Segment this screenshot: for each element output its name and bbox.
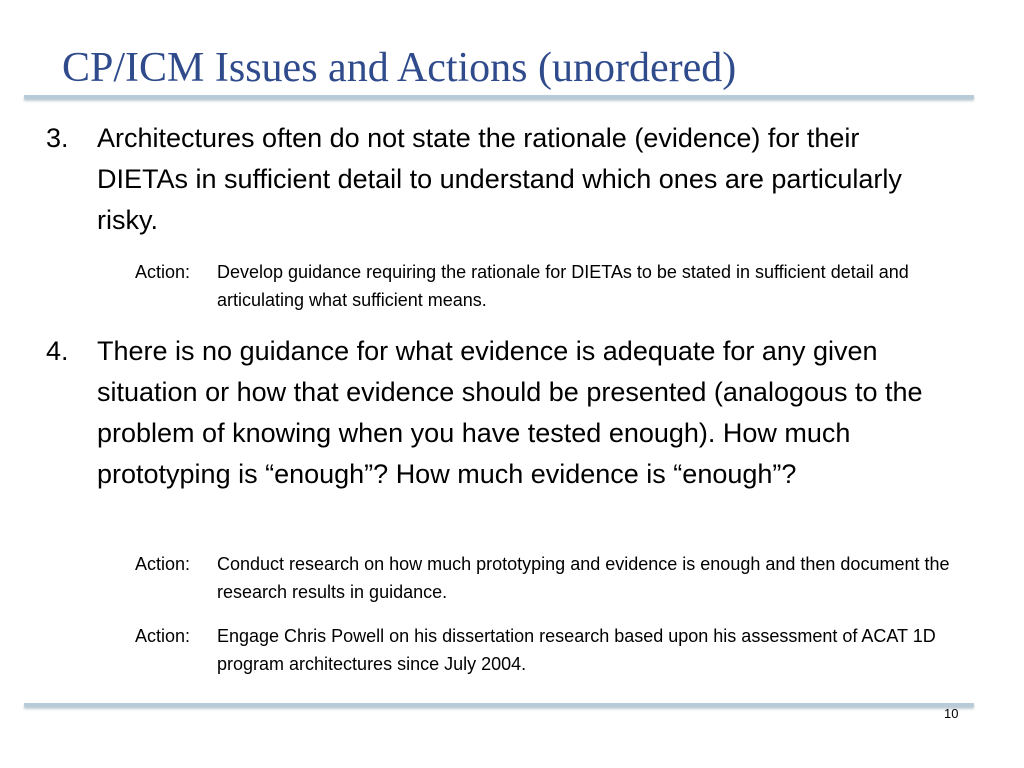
footer-divider — [24, 703, 974, 707]
action-label: Action: — [135, 554, 191, 574]
item-number: 3. — [46, 123, 69, 153]
item-number: 4. — [46, 336, 69, 366]
action-text: Engage Chris Powell on his dissertation research based upon his assessment of ACAT 1D program architectures since July 2004. — [217, 626, 936, 674]
title-divider — [24, 95, 974, 99]
action-label: Action: — [135, 262, 191, 282]
page-number: 10 — [944, 706, 959, 721]
item-text: There is no guidance for what evidence is adequate for any given situation or how that evidence should be presented (analogous to the problem of knowing when you have tested enough). How much prototyping is “enough”? How much evidence is “enough”? — [97, 336, 923, 489]
action-label: Action: — [135, 626, 191, 646]
action-text: Develop guidance requiring the rationale for DIETAs to be stated in sufficient detail and articulating what sufficient means. — [217, 262, 909, 310]
slide-title: CP/ICM Issues and Actions (unordered) — [62, 45, 737, 91]
action-text: Conduct research on how much prototyping and evidence is enough and then document the research results in guidance. — [217, 554, 950, 602]
item-text: Architectures often do not state the rationale (evidence) for their DIETAs in sufficient detail to understand which ones are particularly risky. — [97, 123, 902, 235]
